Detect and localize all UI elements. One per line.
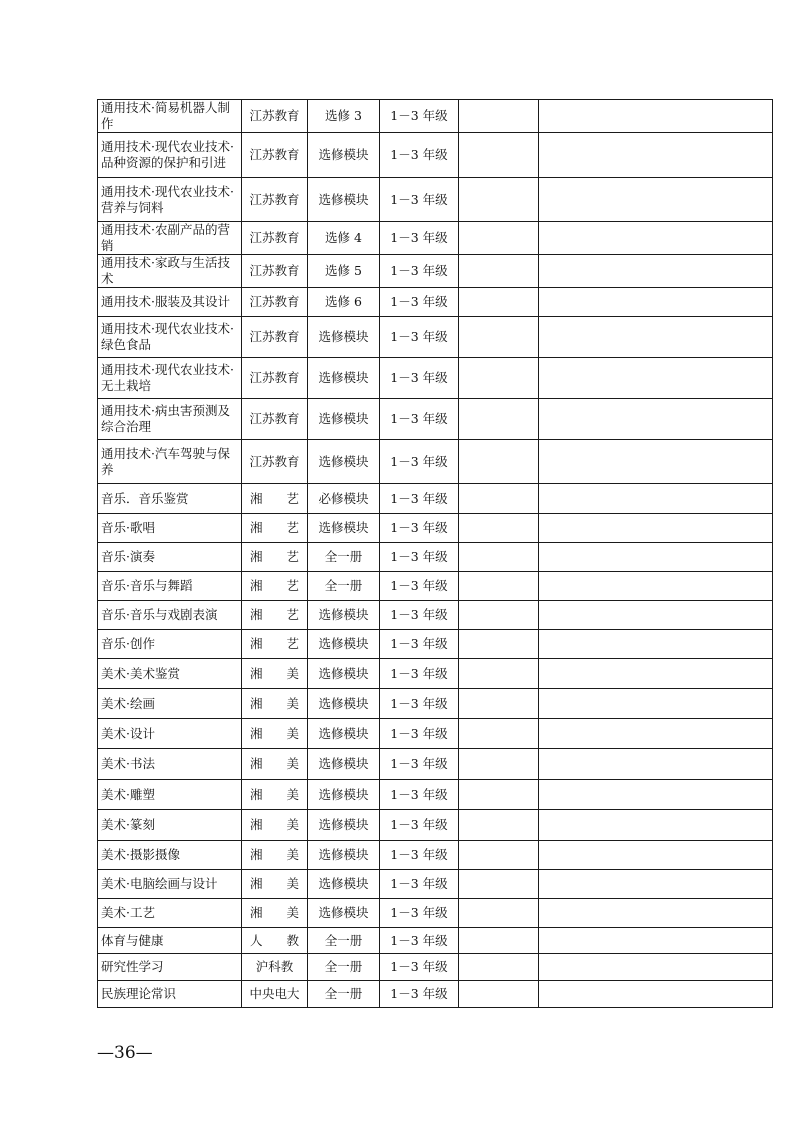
publisher-cell: 湘美 bbox=[242, 899, 308, 928]
book-name-cell: 美术·书法 bbox=[98, 749, 242, 780]
table-row bbox=[98, 178, 773, 222]
book-name-cell: 音乐．音乐鉴赏 bbox=[98, 484, 242, 514]
empty-cell bbox=[539, 749, 773, 780]
empty-cell bbox=[459, 572, 539, 601]
grade-cell: 1－3 年级 bbox=[380, 928, 459, 954]
empty-cell bbox=[459, 358, 539, 399]
volume-cell: 选修模块 bbox=[308, 870, 380, 899]
empty-cell bbox=[459, 810, 539, 841]
empty-cell bbox=[539, 288, 773, 317]
empty-cell bbox=[539, 870, 773, 899]
grade-cell: 1－3 年级 bbox=[380, 749, 459, 780]
book-name-cell: 通用技术·服装及其设计 bbox=[98, 288, 242, 317]
grade-cell: 1－3 年级 bbox=[380, 719, 459, 749]
empty-cell bbox=[539, 601, 773, 630]
volume-cell: 选修模块 bbox=[308, 689, 380, 719]
publisher-cell: 湘美 bbox=[242, 659, 308, 689]
book-name-cell: 体育与健康 bbox=[98, 928, 242, 954]
empty-cell bbox=[459, 954, 539, 981]
volume-cell: 选修模块 bbox=[308, 810, 380, 841]
volume-cell: 选修 4 bbox=[308, 222, 380, 255]
empty-cell bbox=[539, 780, 773, 810]
grade-cell: 1－3 年级 bbox=[380, 133, 459, 178]
volume-cell: 全一册 bbox=[308, 543, 380, 572]
book-name-cell: 美术·电脑绘画与设计 bbox=[98, 870, 242, 899]
publisher-cell: 湘美 bbox=[242, 870, 308, 899]
grade-cell: 1－3 年级 bbox=[380, 440, 459, 484]
table-row bbox=[98, 572, 773, 601]
publisher-cell: 人教 bbox=[242, 928, 308, 954]
publisher-cell: 江苏教育 bbox=[242, 222, 308, 255]
table-row bbox=[98, 601, 773, 630]
empty-cell bbox=[539, 659, 773, 689]
book-name-cell: 美术·摄影摄像 bbox=[98, 841, 242, 870]
volume-cell: 选修模块 bbox=[308, 899, 380, 928]
empty-cell bbox=[539, 630, 773, 659]
book-name-cell: 通用技术·现代农业技术·绿色食品 bbox=[98, 317, 242, 358]
empty-cell bbox=[459, 399, 539, 440]
grade-cell: 1－3 年级 bbox=[380, 810, 459, 841]
empty-cell bbox=[459, 749, 539, 780]
empty-cell bbox=[459, 630, 539, 659]
publisher-cell: 湘美 bbox=[242, 749, 308, 780]
grade-cell: 1－3 年级 bbox=[380, 222, 459, 255]
publisher-cell: 江苏教育 bbox=[242, 133, 308, 178]
table-row bbox=[98, 358, 773, 399]
volume-cell: 选修 5 bbox=[308, 255, 380, 288]
book-name-cell: 通用技术·现代农业技术·营养与饲料 bbox=[98, 178, 242, 222]
empty-cell bbox=[459, 841, 539, 870]
book-name-cell: 音乐·演奏 bbox=[98, 543, 242, 572]
table-body bbox=[98, 100, 773, 1008]
publisher-cell: 湘美 bbox=[242, 689, 308, 719]
empty-cell bbox=[539, 928, 773, 954]
grade-cell: 1－3 年级 bbox=[380, 399, 459, 440]
table-row bbox=[98, 780, 773, 810]
empty-cell bbox=[459, 178, 539, 222]
empty-cell bbox=[539, 514, 773, 543]
empty-cell bbox=[539, 255, 773, 288]
volume-cell: 选修模块 bbox=[308, 719, 380, 749]
empty-cell bbox=[539, 543, 773, 572]
publisher-cell: 湘美 bbox=[242, 841, 308, 870]
empty-cell bbox=[459, 440, 539, 484]
publisher-cell: 湘艺 bbox=[242, 630, 308, 659]
grade-cell: 1－3 年级 bbox=[380, 514, 459, 543]
book-name-cell: 通用技术·家政与生活技术 bbox=[98, 255, 242, 288]
book-name-cell: 美术·工艺 bbox=[98, 899, 242, 928]
empty-cell bbox=[459, 288, 539, 317]
volume-cell: 选修模块 bbox=[308, 317, 380, 358]
table-row bbox=[98, 928, 773, 954]
empty-cell bbox=[459, 100, 539, 133]
volume-cell: 选修模块 bbox=[308, 780, 380, 810]
grade-cell: 1－3 年级 bbox=[380, 255, 459, 288]
publisher-cell: 湘美 bbox=[242, 810, 308, 841]
table-row bbox=[98, 810, 773, 841]
table-row bbox=[98, 841, 773, 870]
empty-cell bbox=[459, 514, 539, 543]
grade-cell: 1－3 年级 bbox=[380, 601, 459, 630]
empty-cell bbox=[539, 981, 773, 1008]
grade-cell: 1－3 年级 bbox=[380, 899, 459, 928]
empty-cell bbox=[539, 399, 773, 440]
publisher-cell: 湘艺 bbox=[242, 601, 308, 630]
grade-cell: 1－3 年级 bbox=[380, 630, 459, 659]
book-name-cell: 美术·设计 bbox=[98, 719, 242, 749]
volume-cell: 选修模块 bbox=[308, 749, 380, 780]
publisher-cell: 江苏教育 bbox=[242, 178, 308, 222]
publisher-cell: 沪科教 bbox=[242, 954, 308, 981]
table-row bbox=[98, 659, 773, 689]
book-name-cell: 通用技术·现代农业技术·品种资源的保护和引进 bbox=[98, 133, 242, 178]
grade-cell: 1－3 年级 bbox=[380, 572, 459, 601]
table-row bbox=[98, 255, 773, 288]
empty-cell bbox=[539, 954, 773, 981]
table-row bbox=[98, 133, 773, 178]
empty-cell bbox=[539, 440, 773, 484]
empty-cell bbox=[459, 601, 539, 630]
volume-cell: 选修模块 bbox=[308, 399, 380, 440]
empty-cell bbox=[459, 870, 539, 899]
empty-cell bbox=[539, 222, 773, 255]
empty-cell bbox=[459, 317, 539, 358]
grade-cell: 1－3 年级 bbox=[380, 981, 459, 1008]
grade-cell: 1－3 年级 bbox=[380, 659, 459, 689]
publisher-cell: 湘艺 bbox=[242, 514, 308, 543]
grade-cell: 1－3 年级 bbox=[380, 288, 459, 317]
publisher-cell: 湘艺 bbox=[242, 484, 308, 514]
publisher-cell: 江苏教育 bbox=[242, 317, 308, 358]
grade-cell: 1－3 年级 bbox=[380, 870, 459, 899]
publisher-cell: 江苏教育 bbox=[242, 440, 308, 484]
publisher-cell: 湘美 bbox=[242, 719, 308, 749]
empty-cell bbox=[539, 317, 773, 358]
publisher-cell: 江苏教育 bbox=[242, 288, 308, 317]
publisher-cell: 江苏教育 bbox=[242, 100, 308, 133]
table-row bbox=[98, 719, 773, 749]
empty-cell bbox=[459, 719, 539, 749]
book-name-cell: 通用技术·农副产品的营销 bbox=[98, 222, 242, 255]
table-row bbox=[98, 899, 773, 928]
table-row bbox=[98, 440, 773, 484]
empty-cell bbox=[459, 543, 539, 572]
volume-cell: 选修模块 bbox=[308, 841, 380, 870]
empty-cell bbox=[459, 659, 539, 689]
book-name-cell: 通用技术·简易机器人制作 bbox=[98, 100, 242, 133]
book-name-cell: 美术·美术鉴赏 bbox=[98, 659, 242, 689]
empty-cell bbox=[539, 841, 773, 870]
empty-cell bbox=[459, 255, 539, 288]
volume-cell: 选修模块 bbox=[308, 514, 380, 543]
empty-cell bbox=[539, 178, 773, 222]
textbook-table bbox=[97, 99, 773, 1008]
grade-cell: 1－3 年级 bbox=[380, 100, 459, 133]
table-row bbox=[98, 222, 773, 255]
volume-cell: 选修模块 bbox=[308, 601, 380, 630]
empty-cell bbox=[539, 100, 773, 133]
publisher-cell: 湘美 bbox=[242, 780, 308, 810]
publisher-cell: 江苏教育 bbox=[242, 399, 308, 440]
table-row bbox=[98, 484, 773, 514]
book-name-cell: 美术·篆刻 bbox=[98, 810, 242, 841]
grade-cell: 1－3 年级 bbox=[380, 317, 459, 358]
empty-cell bbox=[459, 484, 539, 514]
table-row bbox=[98, 288, 773, 317]
book-name-cell: 研究性学习 bbox=[98, 954, 242, 981]
empty-cell bbox=[459, 689, 539, 719]
volume-cell: 选修模块 bbox=[308, 659, 380, 689]
table-row bbox=[98, 543, 773, 572]
table-row bbox=[98, 514, 773, 543]
empty-cell bbox=[459, 780, 539, 810]
empty-cell bbox=[539, 899, 773, 928]
table-row bbox=[98, 981, 773, 1008]
volume-cell: 选修 3 bbox=[308, 100, 380, 133]
empty-cell bbox=[459, 133, 539, 178]
table-row bbox=[98, 317, 773, 358]
volume-cell: 选修模块 bbox=[308, 630, 380, 659]
empty-cell bbox=[539, 133, 773, 178]
grade-cell: 1－3 年级 bbox=[380, 841, 459, 870]
table-row bbox=[98, 630, 773, 659]
empty-cell bbox=[539, 719, 773, 749]
grade-cell: 1－3 年级 bbox=[380, 543, 459, 572]
empty-cell bbox=[539, 572, 773, 601]
publisher-cell: 江苏教育 bbox=[242, 255, 308, 288]
empty-cell bbox=[539, 358, 773, 399]
book-name-cell: 音乐·创作 bbox=[98, 630, 242, 659]
grade-cell: 1－3 年级 bbox=[380, 358, 459, 399]
empty-cell bbox=[459, 981, 539, 1008]
grade-cell: 1－3 年级 bbox=[380, 780, 459, 810]
publisher-cell: 湘艺 bbox=[242, 572, 308, 601]
book-name-cell: 通用技术·现代农业技术·无土栽培 bbox=[98, 358, 242, 399]
volume-cell: 选修模块 bbox=[308, 133, 380, 178]
volume-cell: 选修模块 bbox=[308, 178, 380, 222]
publisher-cell: 江苏教育 bbox=[242, 358, 308, 399]
empty-cell bbox=[539, 810, 773, 841]
volume-cell: 全一册 bbox=[308, 954, 380, 981]
publisher-cell: 湘艺 bbox=[242, 543, 308, 572]
book-name-cell: 音乐·歌唱 bbox=[98, 514, 242, 543]
book-name-cell: 美术·雕塑 bbox=[98, 780, 242, 810]
empty-cell bbox=[539, 484, 773, 514]
volume-cell: 选修模块 bbox=[308, 358, 380, 399]
grade-cell: 1－3 年级 bbox=[380, 178, 459, 222]
book-name-cell: 音乐·音乐与戏剧表演 bbox=[98, 601, 242, 630]
volume-cell: 选修 6 bbox=[308, 288, 380, 317]
grade-cell: 1－3 年级 bbox=[380, 954, 459, 981]
volume-cell: 必修模块 bbox=[308, 484, 380, 514]
volume-cell: 全一册 bbox=[308, 928, 380, 954]
empty-cell bbox=[459, 899, 539, 928]
grade-cell: 1－3 年级 bbox=[380, 484, 459, 514]
page-number: —36— bbox=[97, 1043, 153, 1063]
table-row bbox=[98, 954, 773, 981]
volume-cell: 全一册 bbox=[308, 981, 380, 1008]
table-row bbox=[98, 870, 773, 899]
table-row bbox=[98, 749, 773, 780]
table-row bbox=[98, 399, 773, 440]
table-row bbox=[98, 100, 773, 133]
grade-cell: 1－3 年级 bbox=[380, 689, 459, 719]
empty-cell bbox=[459, 222, 539, 255]
empty-cell bbox=[459, 928, 539, 954]
book-name-cell: 美术·绘画 bbox=[98, 689, 242, 719]
book-name-cell: 民族理论常识 bbox=[98, 981, 242, 1008]
table-row bbox=[98, 689, 773, 719]
empty-cell bbox=[539, 689, 773, 719]
publisher-cell: 中央电大 bbox=[242, 981, 308, 1008]
volume-cell: 全一册 bbox=[308, 572, 380, 601]
book-name-cell: 通用技术·汽车驾驶与保养 bbox=[98, 440, 242, 484]
book-name-cell: 通用技术·病虫害预测及综合治理 bbox=[98, 399, 242, 440]
volume-cell: 选修模块 bbox=[308, 440, 380, 484]
book-name-cell: 音乐·音乐与舞蹈 bbox=[98, 572, 242, 601]
